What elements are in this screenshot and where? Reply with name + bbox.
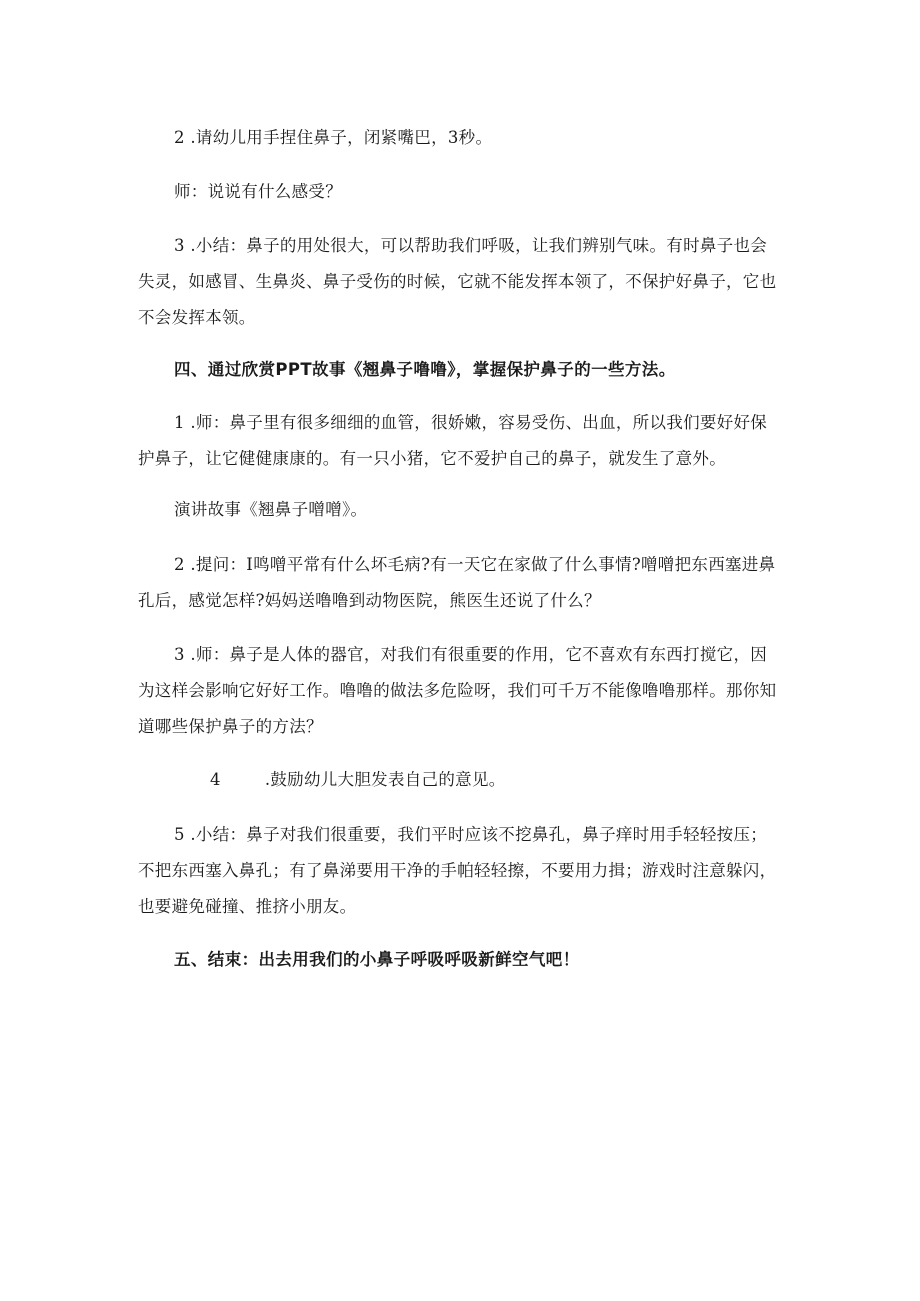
paragraph-line: 演讲故事《翘鼻子噌噌》。 xyxy=(174,500,368,519)
paragraph-line: 不会发挥本领。 xyxy=(138,308,256,327)
paragraph-teacher-1 xyxy=(138,405,798,477)
paragraph-line: 2 .请幼儿用手捏住鼻子，闭紧嘴巴，3秒。 xyxy=(174,128,493,147)
paragraph-line: 3 .师：鼻子是人体的器官，对我们有很重要的作用，它不喜欢有东西打搅它，因 xyxy=(174,645,768,664)
paragraph-line: 道哪些保护鼻子的方法？ xyxy=(138,717,323,736)
paragraph-teacher-question xyxy=(138,174,798,210)
section-heading-5: 五、结束：出去用我们的小鼻子呼吸呼吸新鲜空气吧！ xyxy=(174,950,580,969)
paragraph-line: 失灵，如感冒、生鼻炎、鼻子受伤的时候，它就不能发挥本领了，不保护好鼻子，它也 xyxy=(138,272,777,291)
paragraph-line: 1 .师：鼻子里有很多细细的血管，很娇嫩，容易受伤、出血，所以我们要好好保 xyxy=(174,413,768,432)
paragraph-line: 不把东西塞入鼻孔；有了鼻涕要用干净的手帕轻轻擦，不要用力揖；游戏时注意躲闪， xyxy=(138,861,777,880)
paragraph-summary-5 xyxy=(138,817,798,925)
paragraph-step-2 xyxy=(138,120,798,156)
paragraph-story xyxy=(138,492,798,528)
paragraph-line: 为这样会影响它好好工作。噜噜的做法多危险呀，我们可千万不能像噜噜那样。那你知 xyxy=(138,681,777,700)
paragraph-line: 2 .提问：I鸣噌平常有什么坏毛病?有一天它在家做了什么事情?噌噌把东西塞进鼻 xyxy=(174,555,776,574)
paragraph-teacher-3 xyxy=(138,637,798,745)
section-heading-4: 四、通过欣赏PPT故事《翘鼻子噜噜》，掌握保护鼻子的一些方法。 xyxy=(174,360,676,379)
paragraph-line: 3 .小结：鼻子的用处很大，可以帮助我们呼吸，让我们辨别气味。有时鼻子也会 xyxy=(174,236,768,255)
paragraph-line: 也要避免碰撞、推挤小朋友。 xyxy=(138,897,357,916)
step-text: .鼓励幼儿大胆发表自己的意见。 xyxy=(264,770,506,789)
paragraph-line: 师：说说有什么感受？ xyxy=(174,182,342,201)
paragraph-question-2 xyxy=(138,547,798,619)
paragraph-line: 孔后，感觉怎样?妈妈送噜噜到动物医院，熊医生还说了什么？ xyxy=(138,591,601,610)
step-number: 4 xyxy=(210,770,221,789)
paragraph-line xyxy=(138,762,798,798)
paragraph-line: 护鼻子，让它健健康康的。有一只小猪，它不爱护自己的鼻子，就发生了意外。 xyxy=(138,449,726,468)
paragraph-line: 5 .小结：鼻子对我们很重要，我们平时应该不挖鼻孔，鼻子痒时用手轻轻按压； xyxy=(174,825,768,844)
paragraph-step-4 xyxy=(138,762,798,798)
paragraph-summary-3 xyxy=(138,228,798,336)
